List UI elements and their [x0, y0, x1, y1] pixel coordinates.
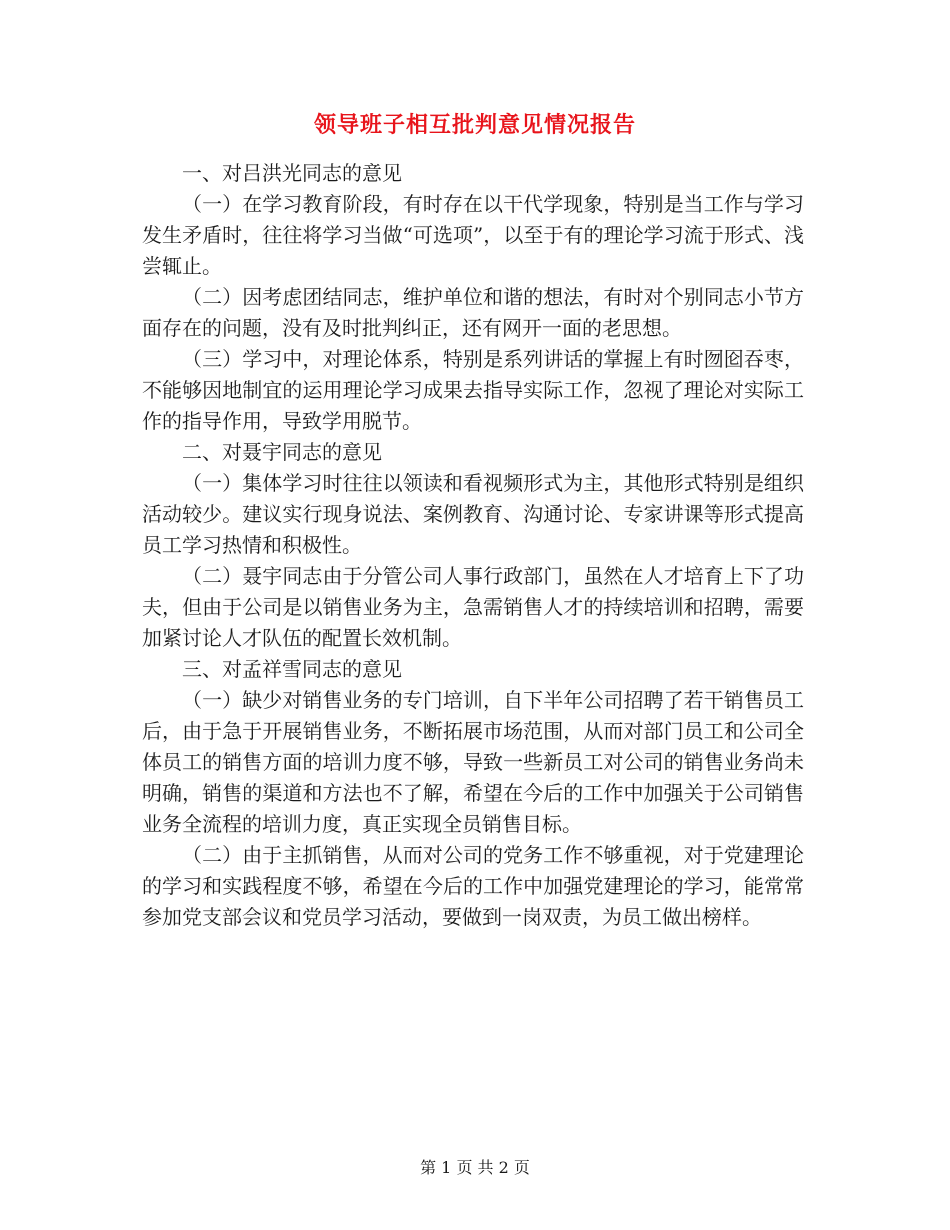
section-heading-3: 三、对孟祥雪同志的意见: [182, 657, 402, 681]
paragraph: （一）集体学习时往往以领读和看视频形式为主，其他形式特别是组织活动较少。建议实行现身说法、案例教育、沟通讨论、专家讲课等形式提高员工学习热情和积极性。: [142, 471, 804, 557]
paragraph: （三）学习中，对理论体系，特别是系列讲话的掌握上有时囫囵吞枣，不能够因地制宜的运用理论学习成果去指导实际工作，忽视了理论对实际工作的指导作用，导致学用脱节。: [142, 347, 804, 433]
paragraph: （二）因考虑团结同志，维护单位和谐的想法，有时对个别同志小节方面存在的问题，没有及时批判纠正，还有网开一面的老思想。: [142, 285, 804, 340]
document-title: 领导班子相互批判意见情况报告: [313, 112, 636, 138]
paragraph: （一）在学习教育阶段，有时存在以干代学现象，特别是当工作与学习发生矛盾时，往往将学习当做“可选项”，以至于有的理论学习流于形式、浅尝辄止。: [142, 192, 804, 278]
paragraph: （一）缺少对销售业务的专门培训，自下半年公司招聘了若干销售员工后，由于急于开展销售业务，不断拓展市场范围，从而对部门员工和公司全体员工的销售方面的培训力度不够，导致一些新员工对公司的销售业务尚未明确，销售的渠道和方法也不了解，希望在今后的工作中加强关于公司销售业务全流程的培训力度，真正实现全员销售目标。: [142, 688, 804, 836]
page-number-footer: 第 1 页 共 2 页: [420, 1158, 530, 1177]
paragraph: （二）由于主抓销售，从而对公司的党务工作不够重视，对于党建理论的学习和实践程度不够，希望在今后的工作中加强党建理论的学习，能常常参加党支部会议和党员学习活动，要做到一岗双责，为员工做出榜样。: [142, 843, 804, 929]
paragraph: （二）聂宇同志由于分管公司人事行政部门，虽然在人才培育上下了功夫，但由于公司是以销售业务为主，急需销售人才的持续培训和招聘，需要加紧讨论人才队伍的配置长效机制。: [142, 564, 804, 650]
section-heading-2: 二、对聂宇同志的意见: [182, 440, 382, 464]
document-body: [142, 158, 804, 933]
section-heading-1: 一、对吕洪光同志的意见: [182, 161, 402, 185]
